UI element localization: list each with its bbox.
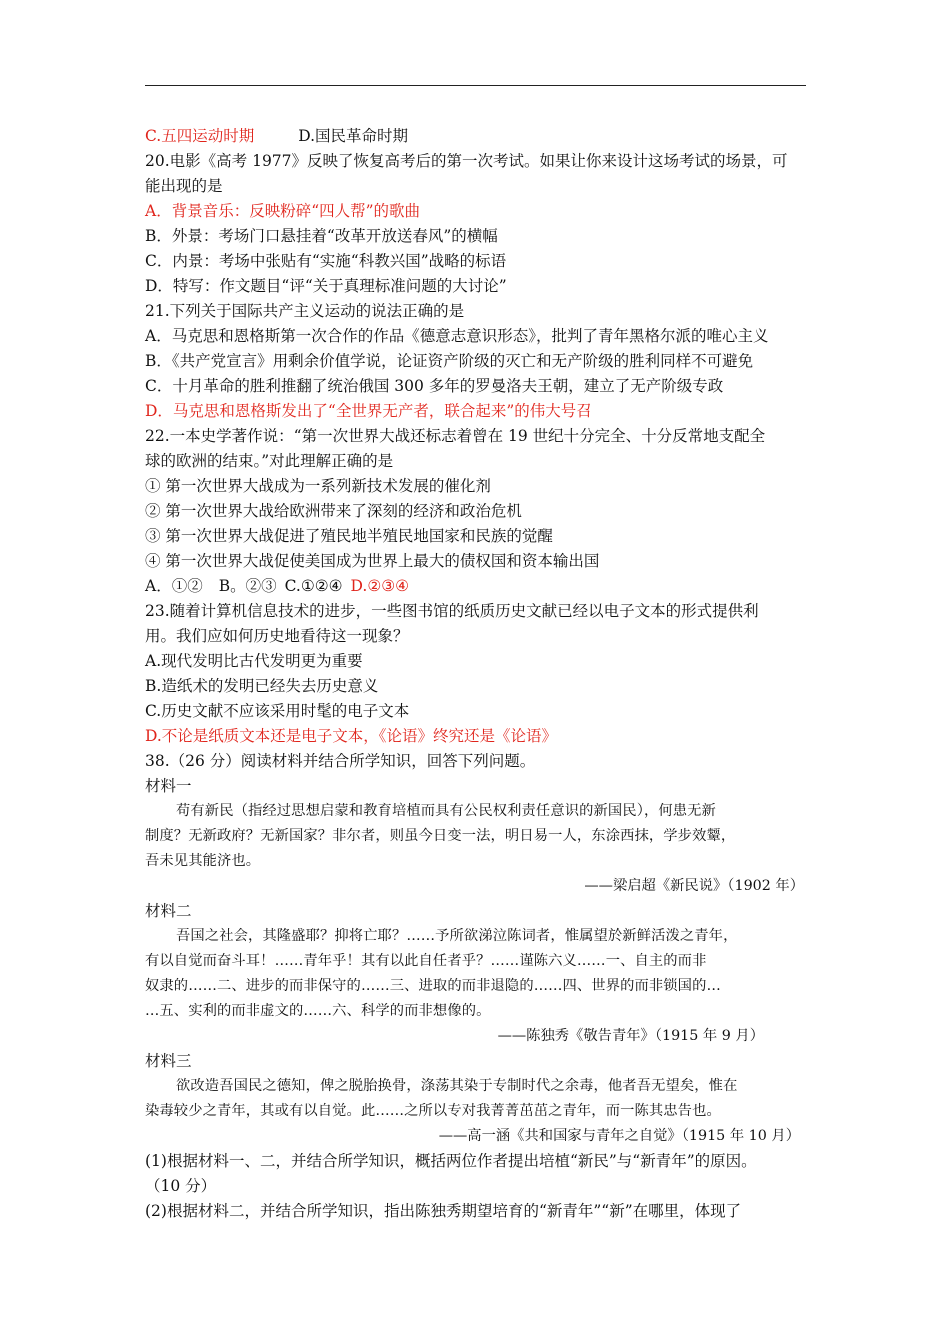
q23-stem-line-1: 23.随着计算机信息技术的进步，一些图书馆的纸质历史文献已经以电子文本的形式提供利 <box>145 602 759 620</box>
material-2-label: 材料二 <box>145 902 192 920</box>
material-1-label: 材料一 <box>145 777 192 795</box>
document-body <box>145 124 810 1224</box>
q21-stem: 21.下列关于国际共产主义运动的说法正确的是 <box>145 302 465 320</box>
q20-stem-line-2: 能出现的是 <box>145 177 223 195</box>
q19-options <box>145 124 810 149</box>
q22-stem-line-1: 22.一本史学著作说：“第一次世界大战还标志着曾在 19 世纪十分完全、十分反常地支配全 <box>145 427 766 445</box>
q22-options <box>145 574 810 599</box>
material-2-source: ——陈独秀《敬告青年》（1915 年 9 月） <box>497 1028 764 1044</box>
q21-option-b: B．《共产党宣言》用剩余价值学说，论证资产阶级的灭亡和无产阶级的胜利同样不可避免 <box>145 352 754 370</box>
q19-option-c-answer: C.五四运动时期 <box>145 127 255 145</box>
material-1-line-3: 吾未见其能济也。 <box>145 853 261 869</box>
q23-option-c: C.历史文献不应该采用时髦的电子文本 <box>145 702 410 720</box>
material-3-source: ——高一涵《共和国家与青年之自觉》（1915 年 10 月） <box>438 1128 800 1144</box>
material-1-line-1: 苟有新民（指经过思想启蒙和教育培植而具有公民权利责任意识的新国民），何患无新 <box>176 803 716 819</box>
q22-option-d-answer: D.②③④ <box>350 577 410 595</box>
header-rule <box>145 85 806 86</box>
q21-option-a: A．马克思和恩格斯第一次合作的作品《德意志意识形态》，批判了青年黑格尔派的唯心主义 <box>145 327 769 345</box>
q23-option-d-answer: D.不论是纸质文本还是电子文本，《论语》终究还是《论语》 <box>145 727 558 745</box>
q20-stem-line-1: 20.电影《高考 1977》反映了恢复高考后的第一次考试。如果让你来设计这场考试的场景，可 <box>145 152 788 170</box>
q22-statement-3: ③ 第一次世界大战促进了殖民地半殖民地国家和民族的觉醒 <box>145 527 553 545</box>
q20-option-b: B．外景：考场门口悬挂着“改革开放送春风”的横幅 <box>145 227 498 245</box>
q38-subquestion-1-line-1: (1)根据材料一、二，并结合所学知识，概括两位作者提出培植“新民”与“新青年”的原因。 <box>145 1152 757 1170</box>
q19-option-d: D.国民革命时期 <box>298 127 409 145</box>
q22-statement-2: ② 第一次世界大战给欧洲带来了深刻的经济和政治危机 <box>145 502 522 520</box>
material-2-line-4: …五、实利的而非虚文的……六、科学的而非想像的。 <box>145 1003 491 1019</box>
material-3-label: 材料三 <box>145 1052 192 1070</box>
q38-stem: 38.（26 分）阅读材料并结合所学知识，回答下列问题。 <box>145 752 536 770</box>
material-2-line-1: 吾国之社会，其隆盛耶？抑将亡耶？……予所欲涕泣陈词者，惟属望於新鲜活泼之青年， <box>176 928 738 944</box>
q21-option-d-answer: D．马克思和恩格斯发出了“全世界无产者，联合起来”的伟大号召 <box>145 402 592 420</box>
q38-subquestion-2-line-1: (2)根据材料二，并结合所学知识，指出陈独秀期望培育的“新青年”“新”在哪里，体现了 <box>145 1202 742 1220</box>
material-3-line-2: 染毒较少之青年，其或有以自觉。此……之所以专对我菁菁茁茁之青年，而一陈其忠告也。 <box>145 1103 721 1119</box>
q23-option-a: A.现代发明比古代发明更为重要 <box>145 652 363 670</box>
q22-stem-line-2: 球的欧洲的结束。”对此理解正确的是 <box>145 452 394 470</box>
material-1-text <box>145 799 810 874</box>
material-1-line-2: 制度？无新政府？无新国家？非尔者，则虽今日变一法，明日易一人，东涂西抹，学步效颦， <box>145 828 736 844</box>
q20-option-c: C．内景：考场中张贴有“实施“科教兴国”战略的标语 <box>145 252 507 270</box>
material-3-line-1: 欲改造吾国民之德知，俾之脱胎换骨，涤荡其染于专制时代之余毒，他者吾无望矣，惟在 <box>176 1078 738 1094</box>
q38-subquestion-1-line-2: （10 分） <box>145 1177 217 1195</box>
q23-option-b: B.造纸术的发明已经失去历史意义 <box>145 677 379 695</box>
material-1-source: ——梁启超《新民说》（1902 年） <box>584 878 804 894</box>
q22-option-a: A．①② <box>145 577 203 595</box>
material-2-text <box>145 924 810 1024</box>
material-2-line-3: 奴隶的……二、进步的而非保守的……三、进取的而非退隐的……四、世界的而非锁国的… <box>145 978 721 994</box>
q20-option-d: D．特写：作文题目“评“关于真理标准问题的大讨论” <box>145 277 507 295</box>
q22-statement-4: ④ 第一次世界大战促使美国成为世界上最大的债权国和资本输出国 <box>145 552 600 570</box>
q22-option-c: C.①②④ <box>284 577 343 595</box>
q22-option-b: B。②③ <box>218 577 277 595</box>
material-3-text <box>145 1074 810 1124</box>
q20-option-a-answer: A．背景音乐：反映粉碎“四人帮”的歌曲 <box>145 202 421 220</box>
q23-stem-line-2: 用。我们应如何历史地看待这一现象？ <box>145 627 409 645</box>
q22-statement-1: ① 第一次世界大战成为一系列新技术发展的催化剂 <box>145 477 491 495</box>
q21-option-c: C．十月革命的胜利推翻了统治俄国 300 多年的罗曼洛夫王朝，建立了无产阶级专政 <box>145 377 724 395</box>
material-2-line-2: 有以自觉而奋斗耳！……青年乎！其有以此自任者乎？……谨陈六义……一、自主的而非 <box>145 953 707 969</box>
